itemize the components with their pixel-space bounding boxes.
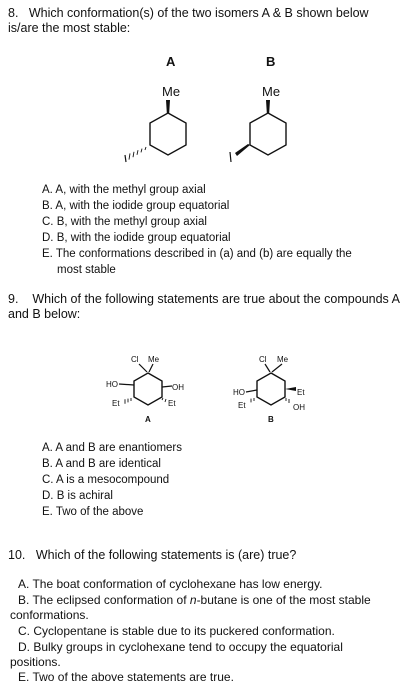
q9-option-c[interactable]: C. A is a mesocompound — [42, 474, 170, 486]
q9-b-oh: OH — [293, 403, 305, 412]
q9-b-et-right: Et — [297, 388, 305, 397]
q10-text: Which of the following statements is (are) true? — [35, 548, 297, 562]
q8-option-a[interactable]: A. A, with the methyl group axial — [42, 184, 206, 196]
q10-option-d-cont: positions. — [10, 655, 61, 669]
q8-a-methyl: Me — [162, 84, 181, 99]
q9-option-b[interactable]: B. A and B are identical — [42, 458, 161, 470]
q8-b-methyl: Me — [262, 84, 281, 99]
q8-option-d[interactable]: D. B, with the iodide group equatorial — [42, 232, 231, 244]
q10-number: 10. — [8, 548, 26, 562]
q10-option-d[interactable]: D. Bulky groups in cyclohexane tend to occupy the equatorial — [18, 640, 343, 654]
q10-option-b-italic: n — [189, 593, 197, 607]
q9-a-et-left: Et — [112, 399, 120, 408]
q8-number: 8. — [8, 6, 19, 20]
cyclohexane-ring-icon — [134, 373, 162, 405]
q10-option-b[interactable] — [18, 593, 371, 608]
q10-option-b-cont: conformations. — [10, 608, 89, 622]
q9-text: Which of the following statements are true about the compounds A and B below: — [8, 292, 400, 321]
q9-label-a: A — [145, 415, 151, 424]
q9-option-e[interactable]: E. Two of the above — [42, 506, 144, 518]
q10-option-e[interactable]: E. Two of the above statements are true. — [18, 670, 234, 684]
cyclohexane-ring-icon — [257, 373, 285, 405]
q10-option-b-pre: B. The eclipsed conformation of — [18, 593, 190, 607]
q10-option-a[interactable]: A. The boat conformation of cyclohexane has low energy. — [18, 577, 323, 591]
q8-option-e-cont: most stable — [57, 264, 116, 276]
q8-label-b: B — [266, 54, 276, 69]
q10-option-c[interactable]: C. Cyclopentane is stable due to its puckered conformation. — [18, 624, 335, 638]
q9-a-et-right: Et — [168, 399, 176, 408]
q9-a-ho: HO — [106, 380, 118, 389]
q9-a-cl: Cl — [131, 355, 139, 364]
q9-b-ho: HO — [233, 388, 245, 397]
q9-b-cl: Cl — [259, 355, 267, 364]
q8-label-a: A — [166, 54, 176, 69]
wedge-bond-icon — [285, 387, 296, 391]
q9-b-et-left: Et — [238, 401, 246, 410]
q9-a-me: Me — [148, 355, 160, 364]
hashed-bond-icon — [286, 398, 289, 403]
q9-a-oh: OH — [172, 383, 184, 392]
q9-number: 9. — [8, 292, 19, 306]
q8-option-b[interactable]: B. A, with the iodide group equatorial — [42, 200, 230, 212]
q10-option-b-post: -butane is one of the most stable — [196, 593, 371, 607]
q9-option-a[interactable]: A. A and B are enantiomers — [42, 442, 183, 454]
q9-label-b: B — [268, 415, 274, 424]
q9-option-d[interactable]: D. B is achiral — [42, 490, 113, 502]
hashed-bond-icon — [162, 398, 166, 402]
q9-b-me: Me — [277, 355, 289, 364]
hashed-bond-icon — [125, 398, 131, 404]
hashed-bond-icon — [251, 398, 254, 402]
q8-option-e[interactable]: E. The conformations described in (a) and (b) are equally the — [42, 248, 352, 260]
q8-text: Which conformation(s) of the two isomers A & B shown below is/are the most stable: — [8, 6, 369, 35]
q8-option-c[interactable]: C. B, with the methyl group axial — [42, 216, 207, 228]
q9-compound-a — [106, 355, 184, 424]
q10-stem — [8, 548, 404, 563]
q9-compound-b — [233, 355, 305, 424]
